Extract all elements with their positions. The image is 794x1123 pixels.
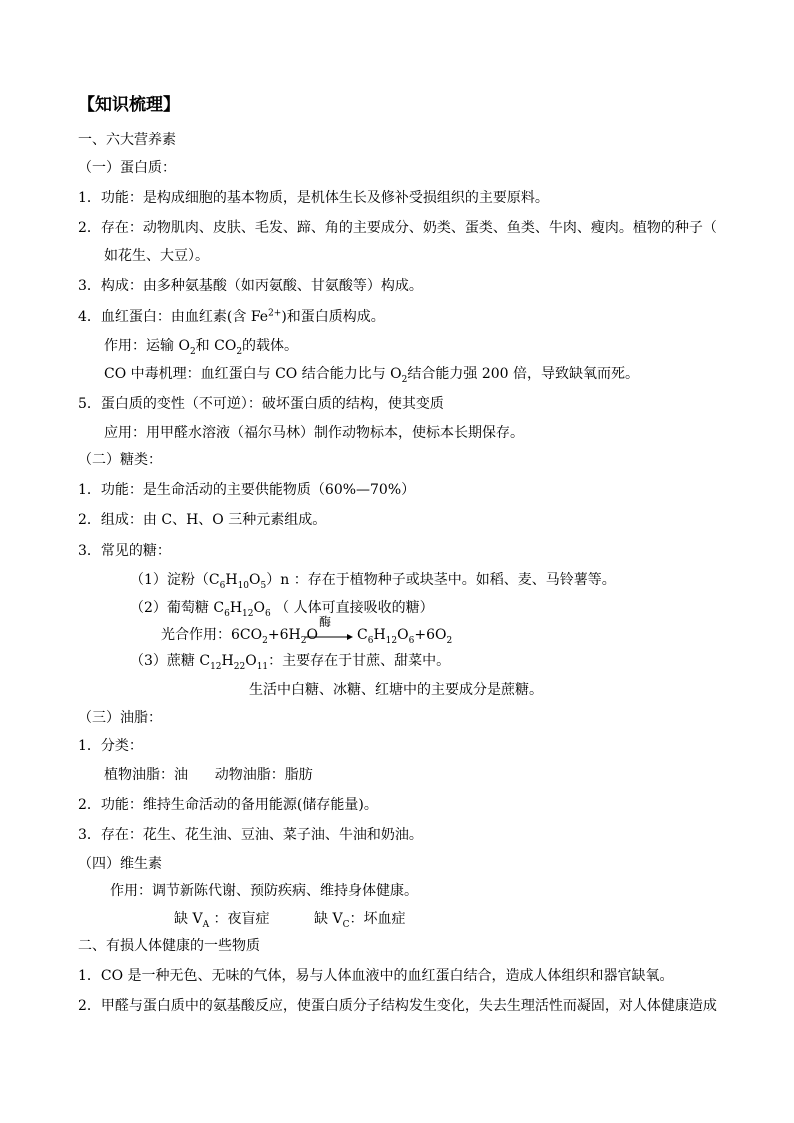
photosynthesis-products: $C_6H_{12}O_6+6O_2$ (357, 627, 453, 646)
hemoglobin-line: 4．血红蛋白：由血红素(含 $Fe^{2+}$)和蛋白质构成。 (78, 308, 385, 325)
photosynthesis-reactants: 光合作用：$6CO_2+6H_2O$ (161, 627, 318, 646)
subheading-fats: （三）油脂： (78, 710, 162, 726)
protein-function: 1．功能：是构成细胞的基本物质，是机体生长及修补受损组织的主要原料。 (78, 190, 549, 206)
carb-composition: 2．组成：由 C、H、O 三种元素组成。 (78, 512, 327, 528)
protein-existence: 2．存在：动物肌肉、皮肤、毛发、蹄、角的主要成分、奶类、蛋类、鱼类、牛肉、瘦肉。植物的种子（ (78, 220, 717, 236)
fat-classification: 1．分类： (78, 738, 143, 754)
section-heading-harmful: 二、有损人体健康的一些物质 (78, 938, 260, 954)
glucose-line: （2）葡萄糖 $C_6H_{12}O_6$ （ 人体可直接吸收的糖） (130, 600, 434, 619)
vitamin-a-deficiency: 缺 $V_A$ ：夜盲症 (174, 911, 270, 930)
protein-denaturation: 5．蛋白质的变性（不可逆）：破坏蛋白质的结构，使其变质 (78, 396, 444, 412)
fat-types: 植物油脂：油 动物油脂：脂肪 (104, 767, 313, 783)
starch-line: （1）淀粉$(C_6H_{10}O_5)n$ ：存在于植物种子或块茎中。如稻、麦、马铃薯等。 (130, 572, 616, 591)
enzyme-label: 酶 (319, 615, 332, 629)
co-poisoning-mechanism: CO 中毒机理：血红蛋白与 CO 结合能力比与 $O_2$结合能力强 200 倍，导致缺氧而死。 (104, 366, 640, 385)
fat-function: 2．功能：维持生命活动的备用能源(储存能量)。 (78, 797, 378, 813)
vitamin-c-deficiency: 缺 $V_C$：坏血症 (314, 911, 406, 930)
reaction-arrow-icon (304, 631, 354, 643)
sucrose-note: 生活中白糖、冰糖、红塘中的主要成分是蔗糖。 (249, 682, 543, 698)
subheading-carbohydrates: （二）糖类： (78, 452, 162, 468)
harmful-formaldehyde: 2．甲醛与蛋白质中的氨基酸反应，使蛋白质分子结构发生变化，失去生理活性而凝固，对人体健康造成 (78, 998, 717, 1014)
fat-existence: 3．存在：花生、花生油、豆油、菜子油、牛油和奶油。 (78, 827, 423, 843)
vitamin-function: 作用：调节新陈代谢、预防疾病、维持身体健康。 (110, 883, 418, 899)
section-heading-nutrients: 一、六大营养素 (78, 132, 176, 148)
protein-composition: 3．构成：由多种氨基酸（如丙氨酸、甘氨酸等）构成。 (78, 278, 423, 294)
protein-existence-cont: 如花生、大豆）。 (104, 248, 209, 264)
common-sugars: 3．常见的糖： (78, 543, 171, 559)
denaturation-application: 应用：用甲醛水溶液（福尔马林）制作动物标本，使标本长期保存。 (104, 425, 524, 441)
carb-function: 1．功能：是生命活动的主要供能物质（60%—70%） (78, 482, 416, 498)
subheading-vitamins: （四）维生素 (78, 856, 162, 872)
harmful-co: 1．CO 是一种无色、无味的气体，易与人体血液中的血红蛋白结合，造成人体组织和器官缺氧。 (78, 968, 674, 984)
sucrose-line: （3）蔗糖 $C_{12}H_{22}O_{11}$：主要存在于甘蔗、甜菜中。 (130, 653, 451, 672)
subheading-protein: （一）蛋白质： (78, 160, 176, 176)
hemoglobin-role: 作用：运输 $O_2$和 $CO_2$的载体。 (104, 338, 299, 357)
page-title: 【知识梳理】 (78, 95, 180, 115)
